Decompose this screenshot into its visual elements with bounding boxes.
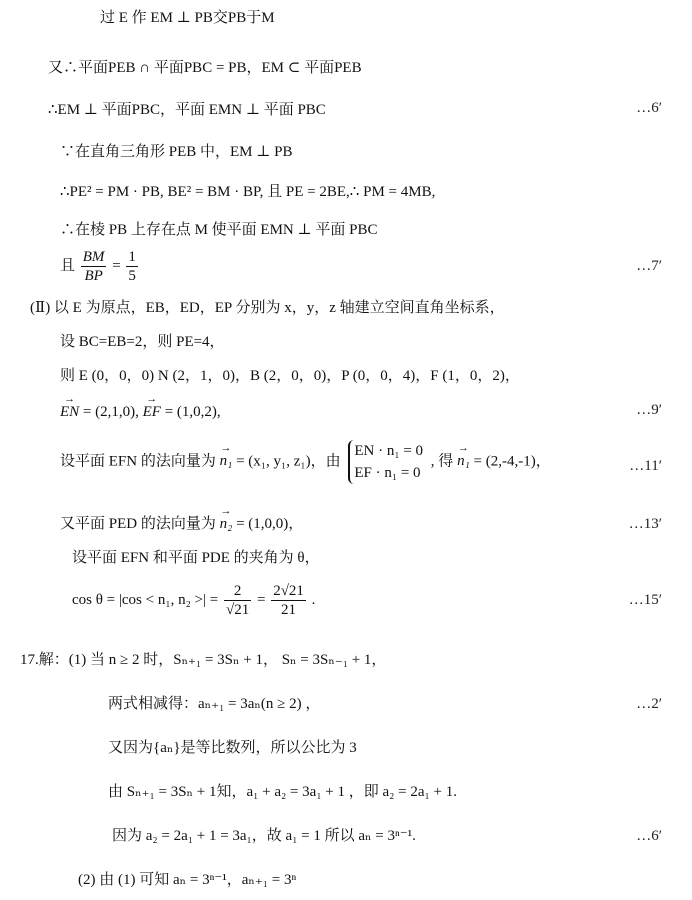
normal-vector-n1: → n₁	[220, 451, 233, 471]
line-12-d: = (2,-4,-1)，	[473, 453, 551, 470]
line-21: (2) 由 (1) 可知 aₙ = 3ⁿ⁻¹，aₙ₊₁ = 3ⁿ	[78, 872, 297, 888]
line-19: 由 Sₙ₊₁ = 3Sₙ + 1知，a₁ + a₂ = 3a₁ + 1 ，即 a₂ = 2a₁ + 1.	[108, 784, 457, 800]
line-10: 则 E (0，0，0) N (2，1，0)，B (2，0，0)，P (0，0，4)，F (1，0，2)，	[60, 368, 520, 384]
cos-expression: cos θ = |cos < n₁, n₂ >| =	[72, 591, 219, 608]
vector-ef-value: = (1,0,2),	[164, 404, 221, 420]
cos-fraction-2-den: 21	[281, 602, 297, 618]
cos-fraction-2-num: 2√21	[273, 583, 304, 599]
line-3: ∴EM ⊥ 平面PBC，平面 EMN ⊥ 平面 PBC	[48, 102, 326, 118]
ratio-denominator: BP	[84, 268, 103, 284]
line-11	[60, 402, 221, 422]
line-13-b: = (1,0,0)，	[236, 516, 304, 532]
cos-fraction-1-num: 2	[224, 582, 251, 601]
ratio-equals: =	[112, 257, 121, 274]
vector-ef: → EF	[143, 402, 161, 422]
cos-equals: =	[256, 591, 266, 608]
vector-en: → EN	[60, 402, 79, 422]
equation-1: EN · n₁ = 0	[354, 443, 424, 459]
line-15	[72, 582, 315, 619]
line-9: 设 BC=EB=2，则 PE=4，	[60, 334, 225, 350]
line-7-prefix: 且	[60, 257, 76, 274]
score-mark-13: …13′	[628, 516, 662, 532]
line-1: 过 E 作 EM ⊥ PB交PB于M	[100, 10, 275, 26]
line-20: 因为 a₂ = 2a₁ + 1 = 3a₁，故 a₁ = 1 所以 aₙ = 3ⁿ⁻¹.	[112, 828, 416, 844]
score-mark-6b: …6′	[636, 828, 662, 844]
cos-fraction-2	[271, 582, 306, 619]
score-mark-9: …9′	[636, 402, 662, 418]
cos-fraction-1-den: √21	[225, 602, 250, 618]
line-2: 又∴平面PEB ∩ 平面PBC = PB，EM ⊂ 平面PEB	[48, 60, 362, 76]
vector-en-value: = (2,1,0),	[82, 404, 139, 420]
line-4: ∵在直角三角形 PEB 中，EM ⊥ PB	[60, 144, 293, 160]
line-12-c: , 得	[430, 453, 454, 470]
line-13	[60, 514, 303, 534]
ratio-numerator: BM	[82, 249, 105, 265]
ratio-fraction	[81, 248, 107, 285]
score-mark-11: …11′	[629, 458, 662, 474]
line-18: 又因为{aₙ}是等比数列，所以公比为 3	[108, 740, 357, 756]
score-mark-15: …15′	[628, 592, 662, 608]
equation-2: EF · n₁ = 0	[354, 465, 421, 481]
equation-system	[348, 440, 423, 484]
line-16: 17.解：(1) 当 n ≥ 2 时，Sₙ₊₁ = 3Sₙ + 1， Sₙ = 3Sₙ₋₁ + 1，	[20, 652, 387, 668]
line-8: (Ⅱ) 以 E 为原点，EB，ED，EP 分别为 x，y，z 轴建立空间直角坐标系，	[30, 300, 505, 316]
line-17: 两式相减得：aₙ₊₁ = 3aₙ(n ≥ 2) ，	[108, 696, 321, 712]
line-5: ∴PE² = PM · PB, BE² = BM · BP, 且 PE = 2BE,∴ PM = 4MB,	[60, 184, 436, 200]
line-14: 设平面 EFN 和平面 PDE 的夹角为 θ，	[72, 550, 320, 566]
normal-vector-n2: → n₂	[220, 514, 233, 534]
ratio-value-fraction	[126, 248, 138, 285]
cos-fraction-1	[224, 582, 251, 619]
score-mark-2: …2′	[636, 696, 662, 712]
ratio-value-numerator: 1	[128, 249, 136, 265]
line-12-a: 设平面 EFN 的法向量为	[60, 453, 216, 470]
line-13-a: 又平面 PED 的法向量为	[60, 516, 216, 532]
ratio-value-denominator: 5	[128, 268, 136, 284]
cos-end: .	[311, 591, 316, 608]
line-7	[60, 248, 140, 285]
line-12-b: = (x₁, y₁, z₁)，由	[236, 453, 341, 470]
line-6: ∴在棱 PB 上存在点 M 使平面 EMN ⊥ 平面 PBC	[60, 222, 378, 238]
score-mark-7: …7′	[636, 258, 662, 274]
line-12	[60, 440, 551, 484]
normal-vector-n1-result: → n₁	[457, 451, 470, 471]
score-mark-6: …6′	[636, 100, 662, 116]
